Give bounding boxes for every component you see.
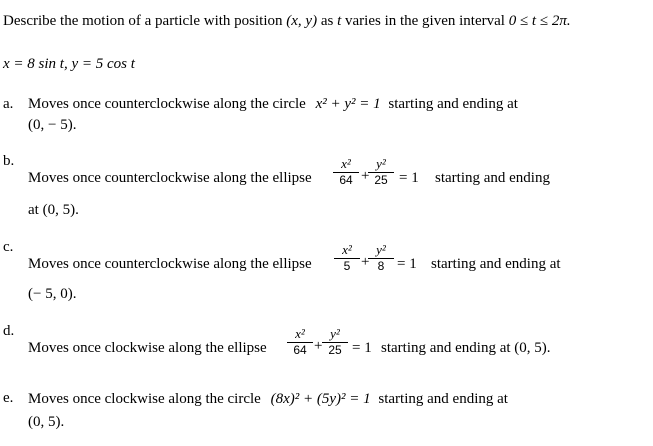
option-e-text: Moves once clockwise along the circle [28, 391, 261, 407]
option-d-fraction-1 [287, 327, 313, 356]
option-b-letter[interactable]: b. [3, 153, 15, 169]
option-b-den2: 25 [374, 173, 388, 187]
interval-expression: 0 ≤ t ≤ 2π. [508, 13, 571, 29]
option-d-letter[interactable]: d. [3, 323, 15, 339]
option-c-text2: starting and ending at [431, 256, 561, 272]
option-c-rhs: = 1 [397, 256, 417, 272]
option-e-letter[interactable]: e. [3, 390, 14, 406]
option-a-text: Moves once counterclockwise along the circle [28, 96, 306, 112]
option-d-num2: y² [330, 326, 340, 341]
option-c-den1: 5 [343, 259, 351, 273]
option-d-plus: + [314, 338, 323, 354]
option-c-letter[interactable]: c. [3, 239, 14, 255]
question-intro [3, 14, 571, 29]
option-e-point: (0, 5). [28, 414, 65, 430]
option-b-text[interactable]: Moves once counterclockwise along the ellipse [28, 170, 312, 186]
option-a-text2: starting and ending at [388, 96, 518, 112]
intro-text: Describe the motion of a particle with position [3, 13, 283, 29]
option-a-letter[interactable]: a. [3, 96, 14, 112]
option-b-text2: starting and ending [435, 170, 550, 186]
option-b-den1: 64 [339, 173, 353, 187]
option-d-rhs: = 1 [352, 340, 372, 356]
t-variable: t [337, 13, 342, 29]
option-d-num1: x² [295, 326, 305, 341]
position-expression: (x, y) [286, 13, 318, 29]
option-b-rhs: = 1 [399, 170, 419, 186]
option-c-text[interactable]: Moves once counterclockwise along the ellipse [28, 256, 312, 272]
option-a-point: (0, − 5). [28, 117, 77, 133]
parametric-equation: x = 8 sin t, y = 5 cos t [3, 56, 135, 72]
option-b-num2: y² [376, 156, 386, 171]
option-b-num1: x² [341, 156, 351, 171]
option-d-text2: starting and ending at (0, 5). [381, 340, 551, 356]
option-e-equation: (8x)² + (5y)² = 1 [270, 391, 371, 407]
varies-text: varies in the given interval [345, 13, 505, 29]
option-d-text[interactable]: Moves once clockwise along the ellipse [28, 340, 267, 356]
option-c-point: (− 5, 0). [28, 286, 77, 302]
option-c-plus: + [361, 254, 370, 270]
option-c-fraction-1 [334, 243, 360, 272]
as-text: as [320, 13, 334, 29]
option-b-plus: + [361, 168, 370, 184]
option-b-point: at (0, 5). [28, 202, 79, 218]
option-c-num2: y² [376, 242, 386, 257]
option-b-fraction-2 [368, 157, 394, 186]
option-d-den1: 64 [293, 343, 307, 357]
option-d-den2: 25 [328, 343, 342, 357]
option-a-line1[interactable] [28, 97, 518, 112]
option-b-fraction-1 [333, 157, 359, 186]
option-c-num1: x² [342, 242, 352, 257]
option-d-fraction-2 [322, 327, 348, 356]
option-a-equation: x² + y² = 1 [315, 96, 381, 112]
option-e-line1[interactable] [28, 392, 508, 407]
option-e-text2: starting and ending at [378, 391, 508, 407]
option-c-fraction-2 [368, 243, 394, 272]
option-c-den2: 8 [377, 259, 385, 273]
